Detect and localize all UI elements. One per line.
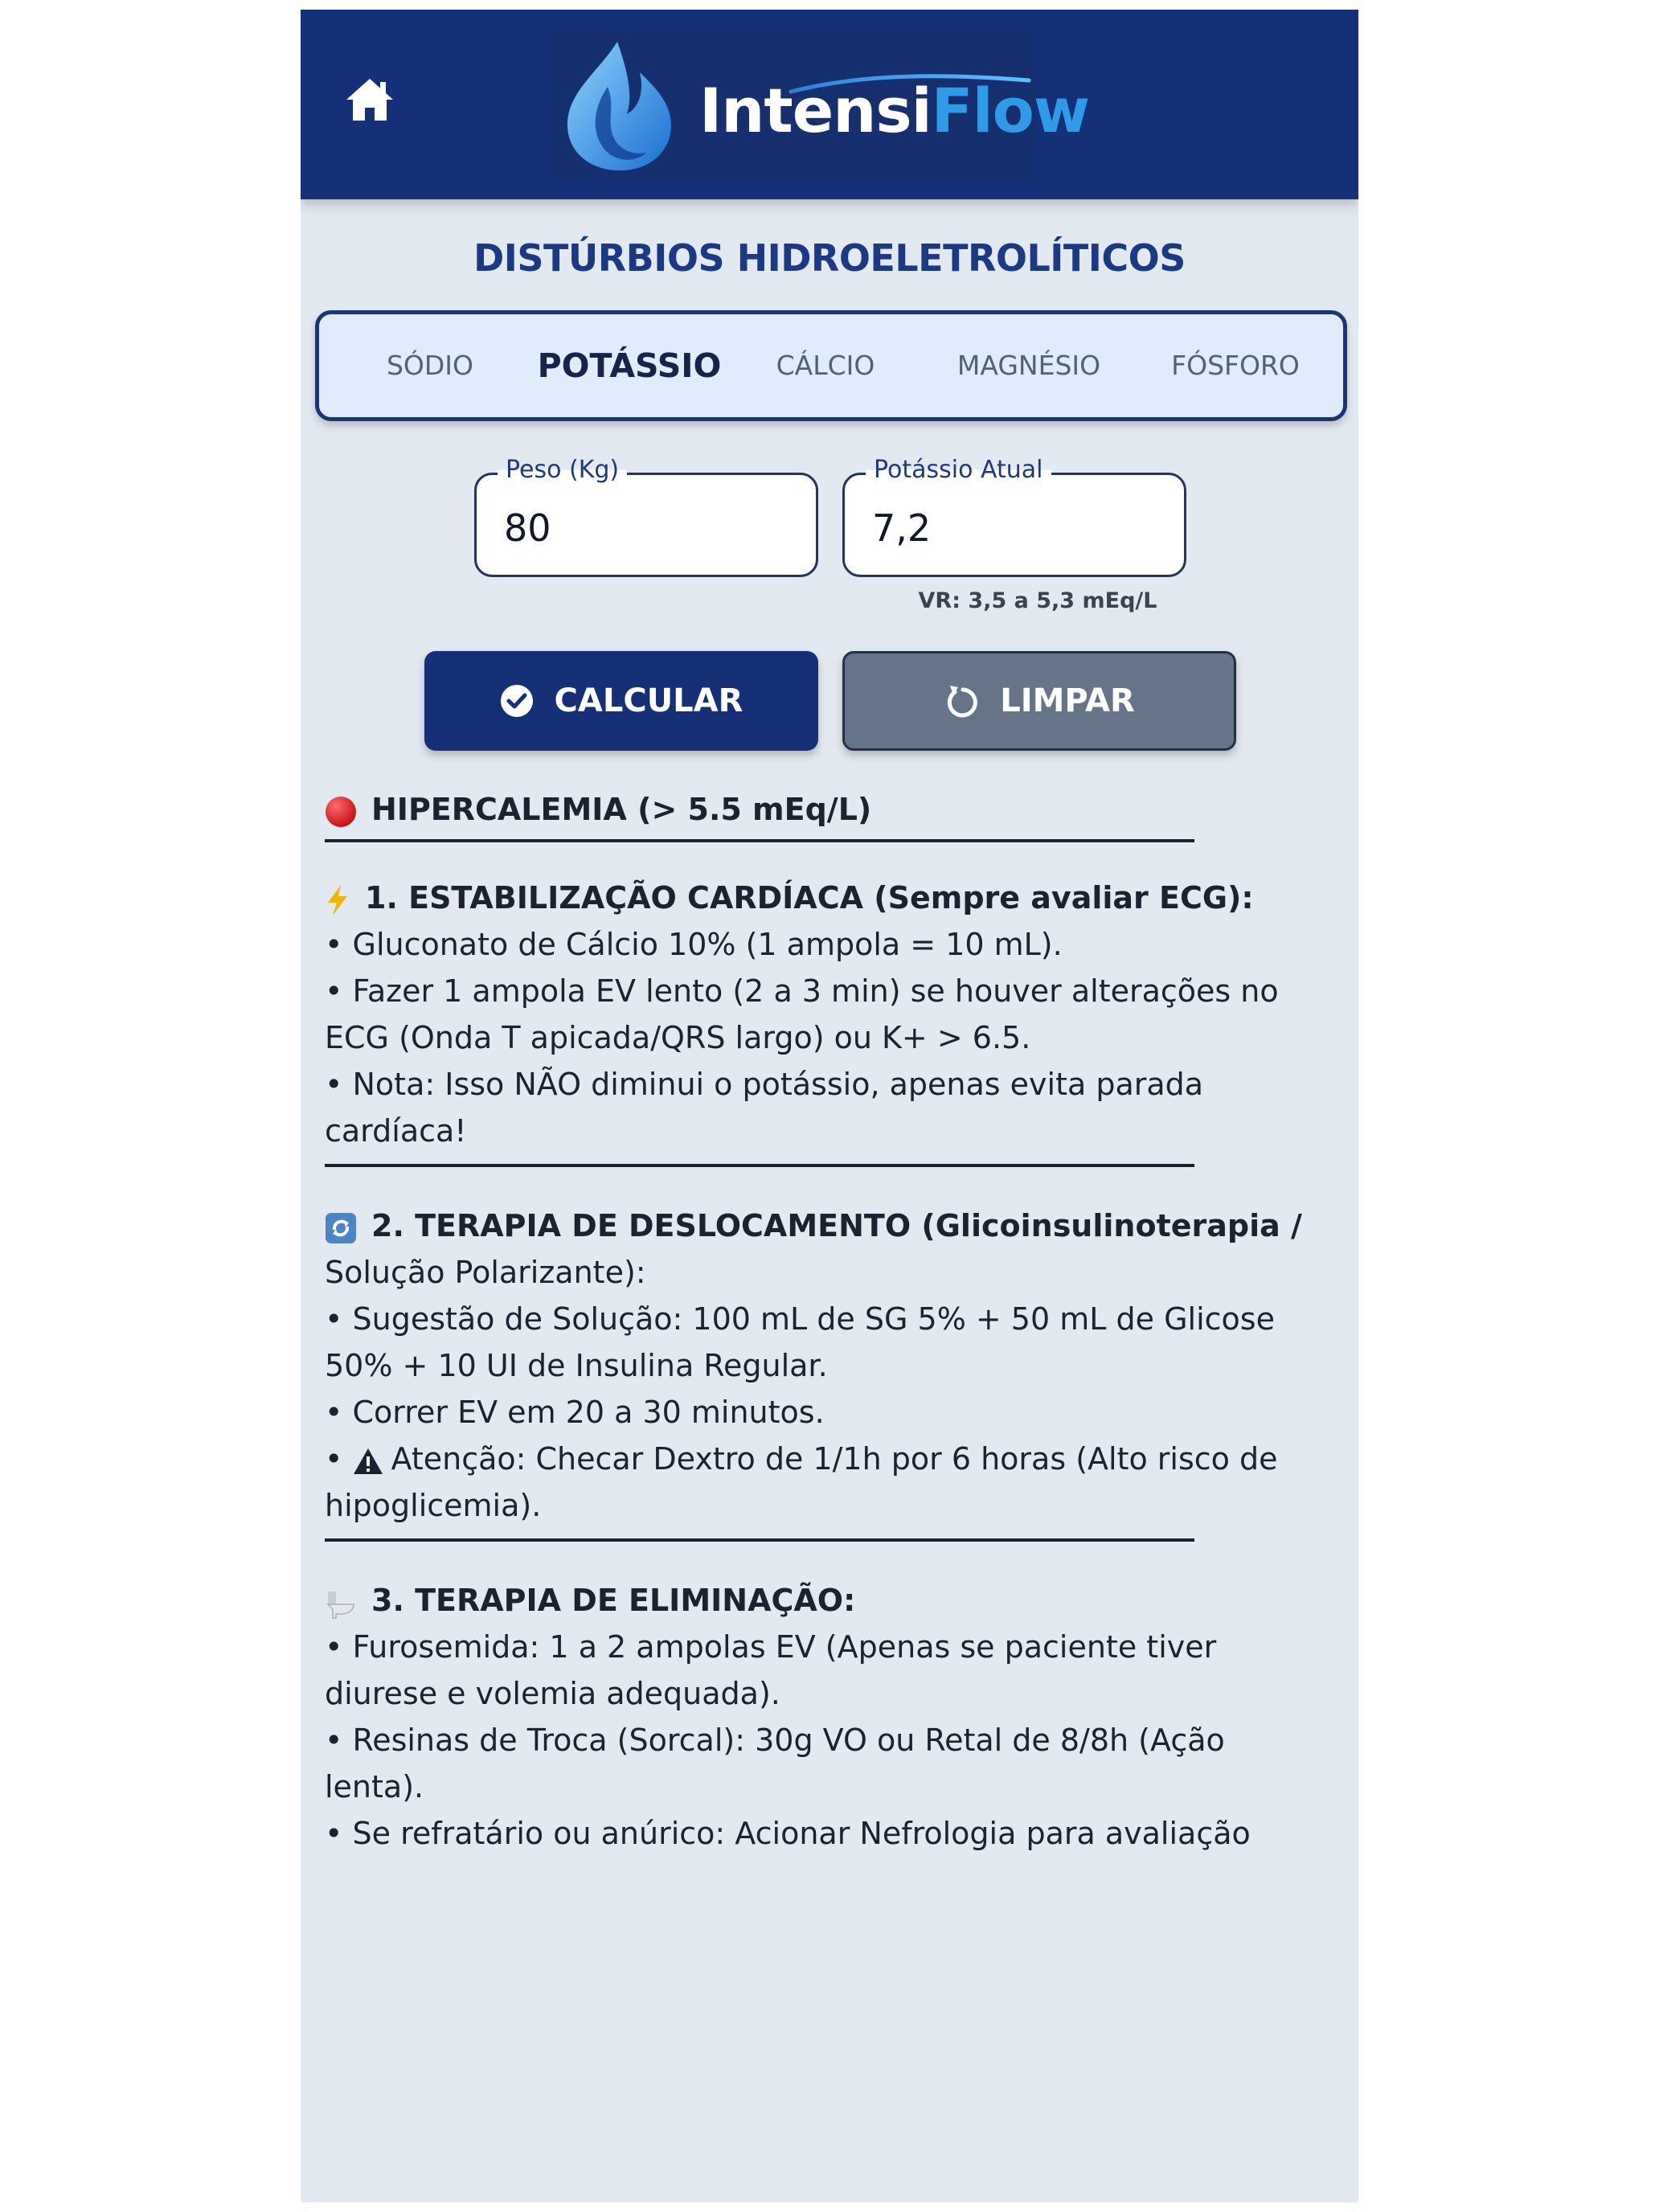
section-3-line: • Resinas de Troca (Sorcal): 30g VO ou Retal de 8/8h (Ação (325, 1722, 1225, 1758)
section-1-line: ECG (Onda T apicada/QRS largo) ou K+ > 6.5. (325, 1020, 1031, 1055)
home-button[interactable] (344, 74, 395, 125)
section-1-title: 1. ESTABILIZAÇÃO CARDÍACA (Sempre avaliar ECG): (365, 880, 1254, 916)
bullet: • (325, 1441, 353, 1477)
calculate-button[interactable] (424, 651, 818, 751)
peso-input[interactable] (504, 504, 793, 552)
calculate-button-label: CALCULAR (554, 682, 743, 719)
section-2-title: 2. TERAPIA DE DESLOCAMENTO (Glicoinsulinoterapia / (371, 1208, 1302, 1243)
section-1-line: • Gluconato de Cálcio 10% (1 ampola = 10 mL). (325, 927, 1063, 962)
potassio-label: Potássio Atual (866, 456, 1051, 484)
tab-magnesio[interactable]: MAGNÉSIO (956, 350, 1101, 381)
clear-button-label: LIMPAR (1000, 682, 1135, 719)
section-3-line: • Se refratário ou anúrico: Acionar Nefrologia para avaliação (325, 1816, 1251, 1851)
section-stabilization (325, 875, 1329, 1154)
result-panel (325, 786, 1329, 1915)
section-shift-therapy (325, 1202, 1329, 1529)
separator-line (325, 839, 1194, 842)
potassio-reference-hint: VR: 3,5 a 5,3 mEq/L (918, 588, 1157, 613)
tab-fosforo[interactable]: FÓSFORO (1171, 350, 1300, 381)
section-2-line: • Correr EV em 20 a 30 minutos. (325, 1395, 825, 1430)
separator-line (325, 1538, 1194, 1542)
section-2-line: hipoglicemia). (325, 1488, 542, 1523)
lightning-icon (325, 883, 350, 917)
result-heading: HIPERCALEMIA (> 5.5 mEq/L) (371, 792, 872, 827)
section-1-line: • Fazer 1 ampola EV lento (2 a 3 min) se houver alterações no (325, 973, 1279, 1009)
app-header (301, 10, 1358, 199)
result-heading-row (325, 786, 1329, 833)
section-3-title: 3. TERAPIA DE ELIMINAÇÃO: (371, 1583, 856, 1618)
app-logo (550, 31, 1090, 180)
potassio-input[interactable] (872, 504, 1161, 552)
tab-potassio[interactable]: POTÁSSIO (537, 346, 722, 385)
home-icon (345, 77, 395, 122)
separator-line (325, 1164, 1194, 1167)
logo-text (699, 75, 1090, 146)
page-title: DISTÚRBIOS HIDROELETROLÍTICOS (473, 236, 1186, 280)
peso-label: Peso (Kg) (498, 456, 627, 484)
check-circle-icon (500, 684, 534, 718)
clear-button[interactable] (842, 651, 1236, 751)
section-2-line: Solução Polarizante): (325, 1255, 646, 1290)
section-3-line: • Furosemida: 1 a 2 ampolas EV (Apenas se paciente tiver (325, 1629, 1217, 1665)
section-1-line: cardíaca! (325, 1113, 467, 1149)
reset-icon (944, 682, 979, 719)
tab-calcio[interactable]: CÁLCIO (776, 350, 875, 381)
tab-sodio[interactable]: SÓDIO (386, 350, 474, 381)
warning-icon (353, 1448, 383, 1475)
potassio-field (842, 456, 1186, 577)
peso-field (474, 456, 818, 577)
logo-text-part2: Flow (931, 75, 1090, 146)
section-3-line: diurese e volemia adequada). (325, 1676, 780, 1711)
red-circle-icon (325, 796, 357, 828)
electrolyte-tabs (315, 310, 1347, 421)
app-screen (301, 10, 1358, 2202)
section-3-line: lenta). (325, 1769, 424, 1804)
section-2-line: Atenção: Checar Dextro de 1/1h por 6 horas (Alto risco de (391, 1441, 1278, 1477)
logo-text-part1: Intensi (699, 75, 932, 146)
section-elimination (325, 1577, 1329, 1857)
section-2-line: • Sugestão de Solução: 100 mL de SG 5% + 50 mL de Glicose (325, 1301, 1275, 1337)
section-2-line: 50% + 10 UI de Insulina Regular. (325, 1348, 828, 1383)
section-1-line: • Nota: Isso NÃO diminui o potássio, apenas evita parada (325, 1067, 1204, 1102)
toilet-icon (325, 1587, 357, 1619)
refresh-icon (325, 1212, 357, 1244)
